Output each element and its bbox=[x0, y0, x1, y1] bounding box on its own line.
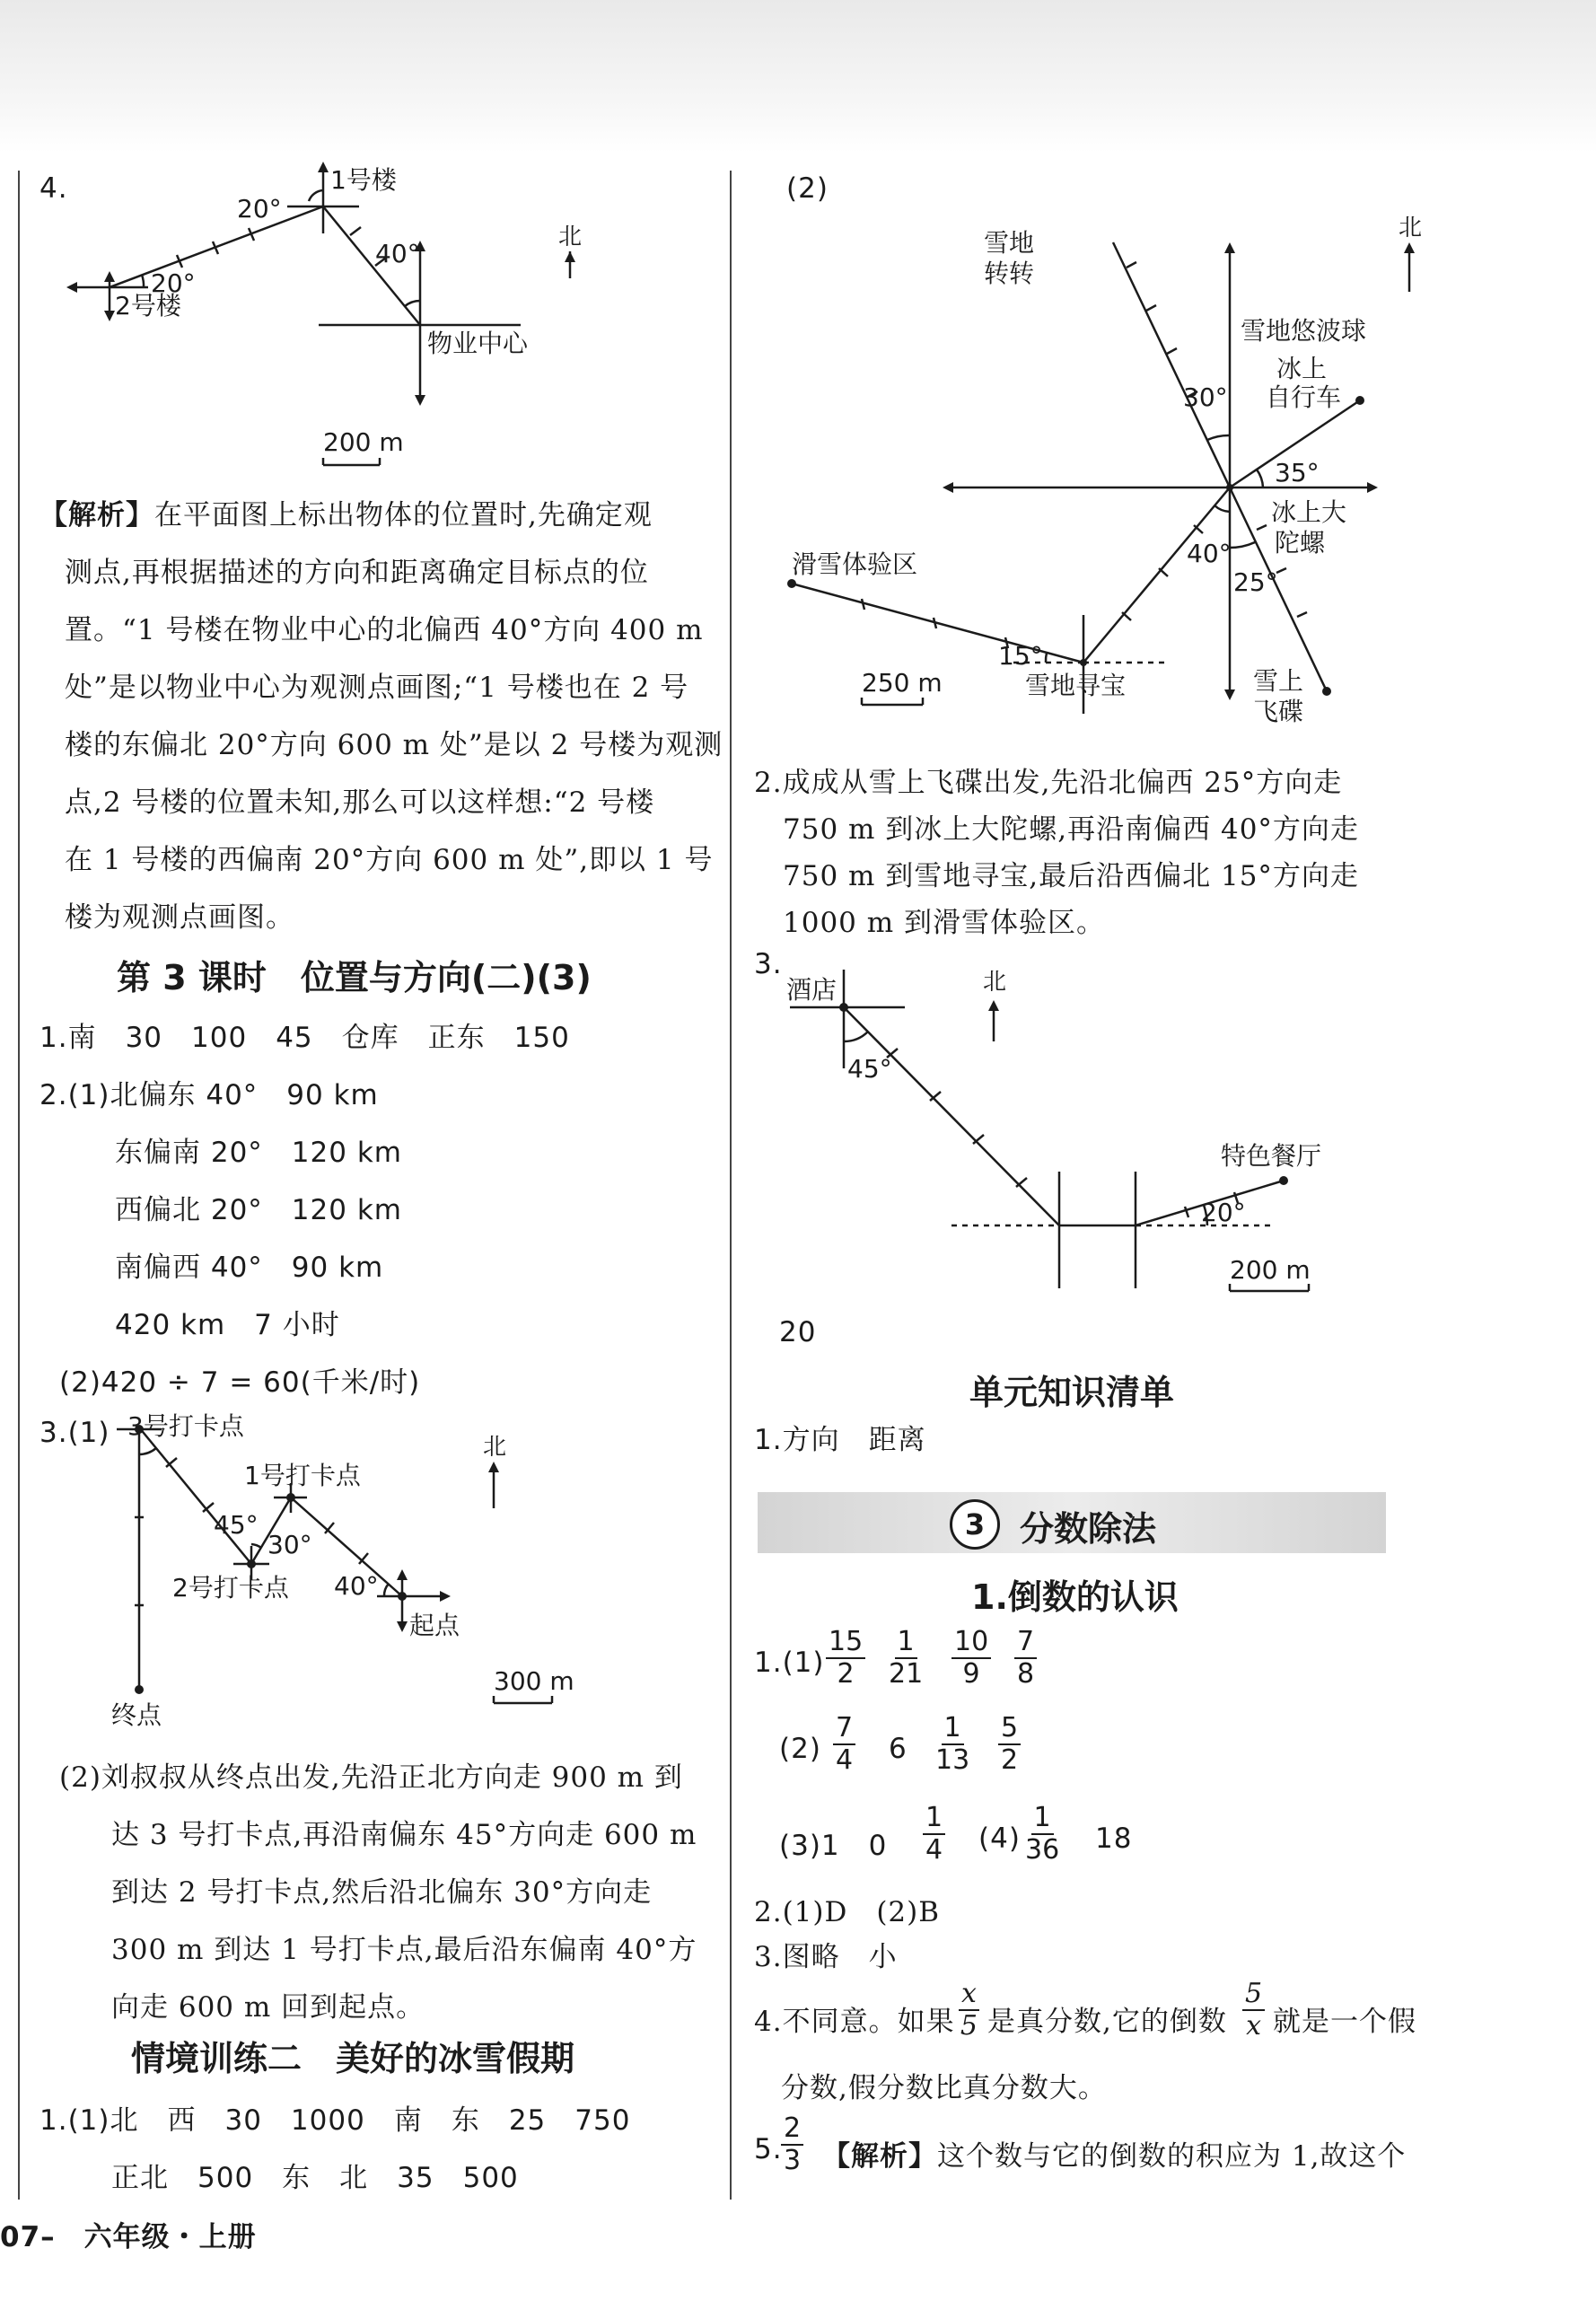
answer-3: 3.图略 小 bbox=[754, 1941, 898, 1973]
fraction: $\frac{7}{8}$ bbox=[1014, 1627, 1037, 1690]
analysis-line-2: 置。“1 号楼在物业中心的北偏西 40°方向 400 m bbox=[65, 614, 704, 646]
north-label: 北 bbox=[1399, 215, 1423, 242]
answer-4-end: 就是一个假 bbox=[1273, 2006, 1416, 2038]
diagram-building-positions bbox=[54, 162, 700, 476]
diagram-checkpoints bbox=[99, 1410, 601, 1733]
lesson-answer-2-line-2: 西偏北 20° 120 km bbox=[115, 1194, 402, 1226]
angle-25: 25° bbox=[1233, 567, 1278, 597]
lesson-answer-2-line-4: 420 km 7 小时 bbox=[115, 1309, 340, 1341]
left-margin-rule bbox=[18, 171, 20, 2200]
checkpoint-answer-line-4: 向走 600 m 回到起点。 bbox=[111, 1991, 425, 2024]
snow-disc-label-2: 飞碟 bbox=[1253, 697, 1304, 726]
scan-header-shadow bbox=[0, 0, 1596, 153]
question-3-answer: 20 bbox=[779, 1316, 817, 1348]
answer-2: 2.(1)D (2)B bbox=[754, 1896, 941, 1928]
angle-40: 40° bbox=[375, 239, 420, 268]
fraction: $\frac{1}{4}$ bbox=[923, 1803, 945, 1866]
diagram-ice-snow-park bbox=[772, 206, 1580, 745]
building-2-label: 2号楼 bbox=[115, 291, 181, 321]
question-3-number: 3. bbox=[754, 948, 783, 980]
ice-spin-label-1: 冰上大 bbox=[1271, 497, 1347, 527]
restaurant-label: 特色餐厅 bbox=[1221, 1141, 1322, 1171]
angle-15: 15° bbox=[998, 641, 1043, 671]
checkpoint-answer-line-2: 到达 2 号打卡点,然后沿北偏东 30°方向走 bbox=[111, 1876, 653, 1909]
analysis-line-0: 在平面图上标出物体的位置时,先确定观 bbox=[154, 499, 653, 531]
ski-area-label: 滑雪体验区 bbox=[792, 549, 918, 579]
checkpoint-answer-line-1: 达 3 号打卡点,再沿南偏东 45°方向走 600 m bbox=[111, 1819, 697, 1851]
scale-label: 250 m bbox=[862, 668, 943, 698]
analysis-line-6: 在 1 号楼的西偏南 20°方向 600 m 处”,即以 1 号 bbox=[65, 844, 714, 876]
snow-turn-label-2: 转转 bbox=[984, 259, 1035, 288]
diagram-hotel-restaurant bbox=[772, 943, 1364, 1302]
route-answer-line-0: 2.成成从雪上飞碟出发,先沿北偏西 25°方向走 bbox=[754, 767, 1343, 799]
analysis-line-1: 测点,再根据描述的方向和距离确定目标点的位 bbox=[65, 557, 649, 589]
answer-4-start: 4.不同意。如果 bbox=[754, 2006, 955, 2038]
angle-45: 45° bbox=[214, 1510, 259, 1540]
fraction: $\frac{1}{36}$ bbox=[1025, 1802, 1060, 1866]
lesson-answer-2-line-5: (2)420 ÷ 7 = 60(千米/时) bbox=[59, 1366, 421, 1399]
fraction: $\frac{2}{3}$ bbox=[781, 2113, 803, 2176]
scale-label: 300 m bbox=[494, 1666, 574, 1696]
fraction: $\frac{7}{4}$ bbox=[833, 1713, 855, 1776]
scenario-answer-line-0: 1.(1)北 西 30 1000 南 东 25 750 bbox=[39, 2104, 631, 2137]
analysis-line-4: 楼的东偏北 20°方向 600 m 处”是以 2 号楼为观测 bbox=[65, 729, 723, 761]
angle-45: 45° bbox=[847, 1054, 892, 1084]
unit-summary-answer-1: 1.方向 距离 bbox=[754, 1424, 926, 1456]
question-2-part-2: (2) bbox=[786, 172, 829, 205]
lesson-title: 第 3 课时 位置与方向(二)(3) bbox=[117, 958, 592, 997]
chapter-number: 3 bbox=[950, 1499, 1000, 1550]
answer-4-line-2: 分数,假分数比真分数大。 bbox=[781, 2072, 1107, 2104]
analysis-line-7: 楼为观测点画图。 bbox=[65, 901, 294, 934]
reciprocal-2-int: 6 bbox=[889, 1733, 908, 1765]
fraction: $\frac{15}{2}$ bbox=[826, 1627, 865, 1690]
reciprocal-3-label: (3)1 0 bbox=[779, 1830, 888, 1862]
angle-40: 40° bbox=[334, 1571, 379, 1601]
ice-spin-label-2: 陀螺 bbox=[1275, 528, 1326, 558]
snow-disc-label-1: 雪上 bbox=[1253, 666, 1304, 696]
ice-bike-label-1: 冰上 bbox=[1276, 354, 1328, 383]
reciprocal-1-label: 1.(1) bbox=[754, 1647, 825, 1679]
scale-label: 200 m bbox=[1230, 1255, 1311, 1285]
lesson-answer-2-line-0: 2.(1)北偏东 40° 90 km bbox=[39, 1079, 379, 1111]
checkpoint-answer-line-0: (2)刘叔叔从终点出发,先沿正北方向走 900 m 到 bbox=[59, 1761, 683, 1794]
answer-5-number: 5. bbox=[754, 2133, 783, 2165]
angle-20: 20° bbox=[1201, 1198, 1246, 1227]
analysis-line-5: 点,2 号楼的位置未知,那么可以这样想:“2 号楼 bbox=[65, 786, 655, 819]
snow-treasure-label: 雪地寻宝 bbox=[1025, 671, 1127, 700]
fraction: $\frac{5}{2}$ bbox=[998, 1713, 1021, 1776]
route-answer-line-1: 750 m 到冰上大陀螺,再沿南偏西 40°方向走 bbox=[783, 813, 1359, 846]
building-1-label: 1号楼 bbox=[330, 165, 397, 195]
reciprocal-4-label: (4) bbox=[978, 1822, 1021, 1855]
lesson-answer-2-line-3: 南偏西 40° 90 km bbox=[115, 1251, 384, 1284]
scenario-answer-line-1: 正北 500 东 北 35 500 bbox=[111, 2162, 519, 2194]
checkpoint-3-label: 3号打卡点 bbox=[127, 1411, 244, 1441]
checkpoint-2-label: 2号打卡点 bbox=[172, 1573, 289, 1603]
angle-30: 30° bbox=[267, 1530, 312, 1559]
north-label: 北 bbox=[483, 1434, 507, 1461]
section-title: 1.倒数的认识 bbox=[971, 1577, 1179, 1617]
question-3-number: 3.(1) bbox=[39, 1417, 110, 1449]
reciprocal-2-label: (2) bbox=[779, 1733, 821, 1765]
reciprocal-4-tail: 18 bbox=[1095, 1822, 1133, 1855]
fraction: $\frac{5}{x}$ bbox=[1242, 1979, 1265, 2042]
angle-30: 30° bbox=[1183, 382, 1228, 412]
angle-35: 35° bbox=[1275, 458, 1320, 487]
route-answer-line-3: 1000 m 到滑雪体验区。 bbox=[783, 907, 1105, 939]
angle-20-bottom: 20° bbox=[151, 268, 196, 298]
checkpoint-1-label: 1号打卡点 bbox=[244, 1461, 361, 1490]
north-label: 北 bbox=[558, 224, 583, 250]
unit-summary-title: 单元知识清单 bbox=[969, 1373, 1175, 1412]
fraction: $\frac{10}{9}$ bbox=[951, 1627, 991, 1690]
snow-ball-label: 雪地悠波球 bbox=[1241, 316, 1367, 346]
page-footer: 07– 六年级・上册 bbox=[0, 2221, 257, 2253]
north-label: 北 bbox=[983, 969, 1007, 996]
snow-turn-label-1: 雪地 bbox=[984, 228, 1035, 258]
lesson-answer-1: 1.南 30 100 45 仓库 正东 150 bbox=[39, 1022, 570, 1054]
analysis-line-3: 处”是以物业中心为观测点画图;“1 号楼也在 2 号 bbox=[65, 672, 689, 704]
scenario-title: 情境训练二 美好的冰雪假期 bbox=[131, 2039, 575, 2078]
column-divider bbox=[730, 171, 732, 2200]
hotel-label: 酒店 bbox=[786, 975, 837, 1005]
answer-5-text: 这个数与它的倒数的积应为 1,故这个 bbox=[937, 2140, 1407, 2173]
analysis-tag: 【解析】 bbox=[822, 2140, 937, 2173]
angle-40: 40° bbox=[1187, 539, 1232, 568]
checkpoint-answer-line-3: 300 m 到达 1 号打卡点,最后沿东偏南 40°方 bbox=[111, 1934, 697, 1966]
route-answer-line-2: 750 m 到雪地寻宝,最后沿西偏北 15°方向走 bbox=[783, 860, 1359, 892]
question-4-number: 4. bbox=[39, 172, 68, 205]
fraction: $\frac{1}{13}$ bbox=[935, 1712, 970, 1776]
scale-label: 200 m bbox=[323, 427, 404, 457]
fraction: $\frac{1}{21}$ bbox=[889, 1626, 924, 1690]
angle-20-top: 20° bbox=[237, 194, 282, 224]
chapter-title: 分数除法 bbox=[1020, 1509, 1157, 1549]
ice-bike-label-2: 自行车 bbox=[1266, 382, 1342, 412]
end-label: 终点 bbox=[111, 1700, 162, 1730]
start-label: 起点 bbox=[409, 1611, 460, 1640]
analysis-tag: 【解析】 bbox=[39, 499, 154, 531]
fraction: $\frac{x}{5}$ bbox=[960, 1978, 978, 2042]
lesson-answer-2-line-1: 东偏南 20° 120 km bbox=[115, 1137, 402, 1169]
property-center-label: 物业中心 bbox=[427, 329, 529, 358]
answer-4-mid: 是真分数,它的倒数 bbox=[987, 2006, 1227, 2038]
